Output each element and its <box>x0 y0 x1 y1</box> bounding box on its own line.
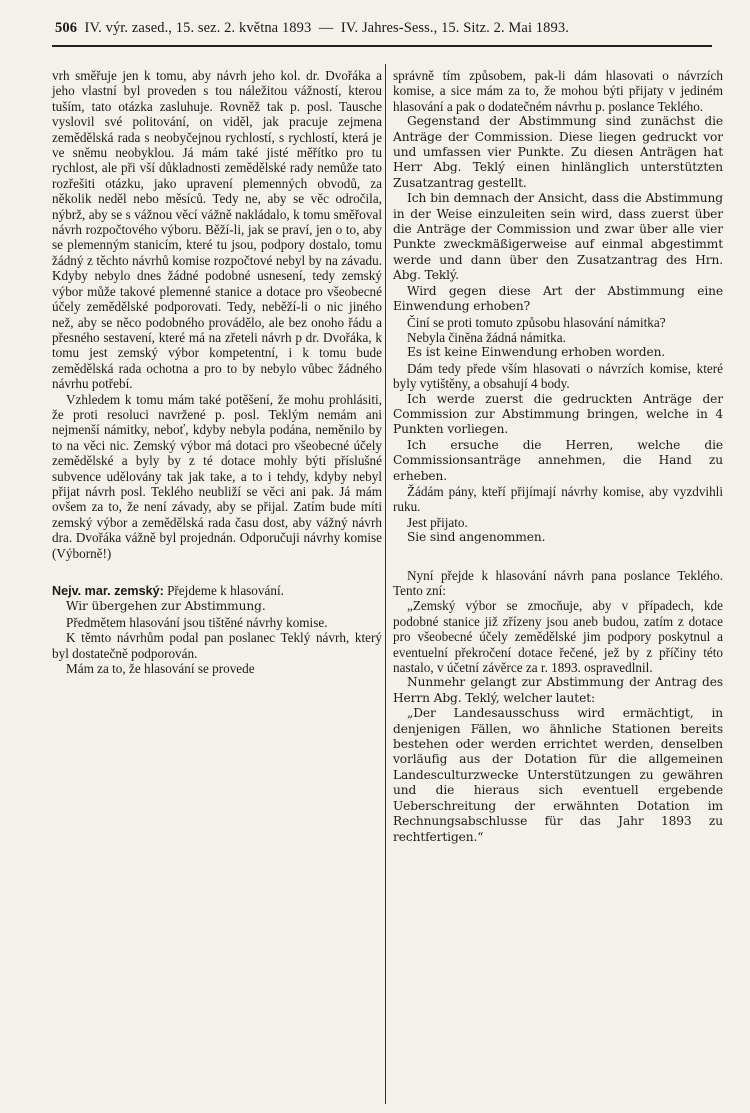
page-number: 506 <box>55 20 78 36</box>
paragraph: Činí se proti tomuto způsobu hlasování námitka? <box>407 314 666 330</box>
speaker-paragraph <box>52 583 382 599</box>
right-column <box>393 68 723 845</box>
paragraph: Žádám pány, kteří přijímají návrhy komise, aby vyzdvihli ruku. <box>393 483 723 515</box>
paragraph-german: Ich bin demnach der Ansicht, dass die Abstimmung in der Weise einzuleiten sein wird, dass zuerst über die Anträge der Commission und zwar über alle vier Punkte zweckmäßigerweise auf einmal abgestimmt werde und dann über den Zusatzantrag des Hrn. Abg. Teklý. <box>393 191 723 283</box>
paragraph: vrh směřuje jen k tomu, aby návrh jeho kol. dr. Dvořáka a jeho vlastní byl proveden s tou náležitou vážností, kterou tuším, tato otázka zasluhuje. Rovněž tak p. posl. Tausche vyslovil své politování, on viděl, jak pracuje zejmena zemědělská rada s neobyčejnou rychlostí, s rychlostí, která je ve sněmu neobyklou. Já mám také jisté měřítko pro tu rychlost, ale při vší důkladnosti zemědělské rady nemůže tato rozřešiti otázku, jako upravení plemenných obvodů, za několik neděl nebo měsíců. Tedy ne, aby se věc odročila, nýbrž, aby se s vážnou věcí vážně nakládalo, k tomu směřoval návrh rozpočtového výboru. Běží-li, jak se praví, jen o to, aby se plemenným stanicím, které tu jsou, podpory dostalo, tomu žádný z těchto návrhů komise rozpočtové nebyl by na závadu. Kdyby nebylo dnes žádné podobné usnesení, tedy zemský výbor může takové plemenné stanice a dotace pro všeobecné účely zemědělské podporovati. Tedy, neběží-li o nic jiného než, aby se něco podobného provádělo, ale bez onoho řádu a přesného sestavení, které má na zřeteli návrh p dr. Dvořáka, k tomu jest zemský výbor kompetentní, i k tomu bude zemědělská rada ochotna a pro to by nebylo vůbec žádného návrhu potřebí. <box>52 68 382 392</box>
paragraph: Jest přijato. <box>407 514 468 530</box>
paragraph-german: Nunmehr gelangt zur Abstimmung der Antrag des Herrn Abg. Teklý, welcher lautet: <box>393 675 723 705</box>
paragraph-text: Přejdeme k hlasování. <box>167 583 284 598</box>
header-title-german: IV. Jahres-Sess., 15. Sitz. 2. Mai 1893. <box>340 20 569 36</box>
paragraph-german: Ich werde zuerst die gedruckten Anträge der Commission zur Abstimmung bringen, welche in 4 Punkten vorliegen. <box>393 391 723 437</box>
paragraph-german: Sie sind angenommen. <box>407 530 546 545</box>
paragraph-german: Wir übergehen zur Abstimmung. <box>66 599 266 614</box>
column-divider <box>385 64 386 1104</box>
paragraph-german: Ich ersuche die Herren, welche die Commissionsanträge annehmen, die Hand zu erheben. <box>393 437 723 483</box>
paragraph: správně tím způsobem, pak-li dám hlasovati o návrzích komise, a sice mám za to, že mohou býti přijaty v jediném hlasování a pak o dodatečném návrhu p. poslance Teklého. <box>393 68 723 114</box>
paragraph-german: Es ist keine Einwendung erhoben worden. <box>407 345 666 360</box>
paragraph-german: Wird gegen diese Art der Abstimmung eine Einwendung erhoben? <box>393 283 723 314</box>
paragraph: Předmětem hlasování jsou tištěné návrhy komise. <box>66 614 328 630</box>
speaker-name: Nejv. mar. zemský: <box>52 584 164 598</box>
header-rule <box>52 45 712 47</box>
header-separator: — <box>318 20 334 36</box>
paragraph: K těmto návrhům podal pan poslanec Teklý návrh, který byl dostatečně podporován. <box>52 630 382 661</box>
paragraph-german: Gegenstand der Abstimmung sind zunächst die Anträge der Commission. Diese liegen gedruckt vor und umfassen vier Punkte. Zu diesen Anträgen hat Herr Abg. Teklý einen hinlänglich unterstützten Zusatzantrag gestellt. <box>393 114 723 190</box>
left-column <box>52 68 382 676</box>
page-header <box>55 20 710 37</box>
paragraph: Dám tedy přede vším hlasovati o návrzích komise, které byly vytištěny, a obsahují 4 body. <box>393 360 723 392</box>
paragraph: Mám za to, že hlasování se provede <box>66 661 255 677</box>
quoted-motion: „Zemský výbor se zmocňuje, aby v případech, kde podobné stanice již zřízeny jsou aneb budou, zatím z dotace pro všeobecné účely zemědělské jim podpory poskytnul a eventuelní překročení dotace řečené, jež by z příčiny této nastalo, v účetní závěrce za r. 1893. ospravedlnil. <box>393 598 723 676</box>
header-title-czech: IV. výr. zased., 15. sez. 2. května 1893 <box>84 20 312 36</box>
paragraph: Nyní přejde k hlasování návrh pana poslance Teklého. Tento zní: <box>393 567 723 598</box>
quoted-motion-german: „Der Landesausschuss wird ermächtigt, in denjenigen Fällen, wo ähnliche Stationen bereits bestehen oder werden errichtet werden, denselben vorläufig aus der Dotation für die allgemeinen Landesculturzwecke Unterstützungen zu gewähren und die hieraus sich eventuell ergebende Ueberschreitung der erwähnten Dotation im Rechnungsabschlusse für das Jahr 1893 zu rechtfertigen.“ <box>393 706 723 844</box>
paragraph: Nebyla činěna žádná námitka. <box>407 329 566 345</box>
paragraph: Vzhledem k tomu mám také potěšení, že mohu prohlásiti, že proti resoluci navržené p. posl. Teklým nemám ani nejmenší námitky, neboť, kdyby nebyla podána, neměnilo by to na věci nic. Zemský výbor má dotaci pro všeobecné účely zemědělské a byly by z té dotace mohly býti příslušné subvence udělovány tak jak take, a to i tehdy, kdyby nebyl přijat návrh posl. Teklého neubliží se věci ani pak. Já mám ovšem za to, že není závady, aby se přijal. Zatím bude míti zemský výbor a zemědělská rada času dost, aby vážný návrh dra. Dvořáka vážně byl projednán. Odporučuji návrhy komise (Výborně!) <box>52 391 382 561</box>
